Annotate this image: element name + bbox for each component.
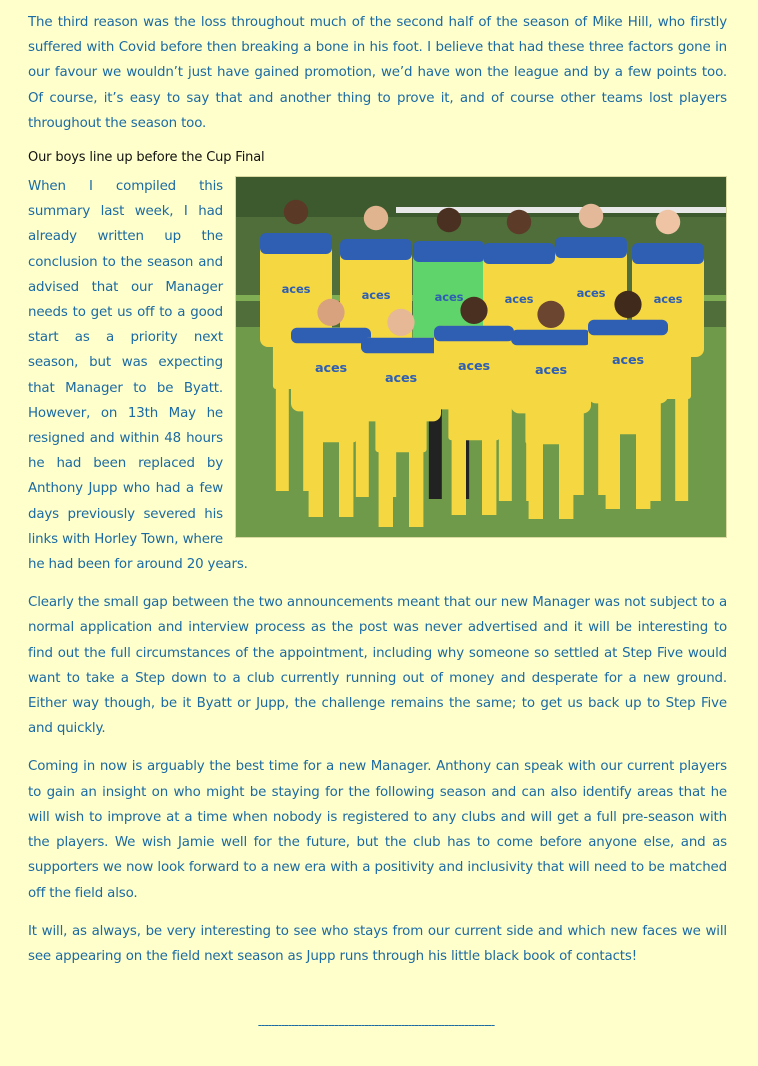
back-row-player-head — [284, 200, 308, 224]
front-row-player-head — [537, 301, 564, 328]
back-row-player-shirt-trim — [413, 241, 485, 262]
section-divider: ----------------------------------------------------------------------- — [257, 1018, 495, 1032]
photo-with-text — [28, 174, 727, 577]
front-row-player-shirt-trim — [511, 330, 591, 345]
front-row-player-leg — [309, 433, 323, 517]
front-row-player-leg — [339, 433, 353, 517]
article-paragraph: When I compiled this summary last week, I had already written up the conclusion to the season and advised that our Manager needs to get us off to a good start as a priority next season, but was expecting that Manager to be Byatt. However, on 13th May he resigned and within 48 hours he had been replaced by Anthony Jupp who had a few days previously severed his links with Horley Town, where he had been for around 20 years. — [28, 179, 248, 573]
back-row-player-sponsor: aces — [653, 292, 683, 307]
back-row-player-leg — [675, 387, 688, 501]
back-row-player-head — [579, 204, 603, 228]
front-row-player-leg — [379, 443, 393, 527]
front-row-player-shirt-trim — [361, 338, 441, 353]
back-row-player-sponsor: aces — [434, 290, 464, 305]
front-row-player-leg — [559, 435, 573, 519]
back-row-player-head — [437, 208, 461, 232]
front-row-player-shirt-trim — [434, 326, 514, 341]
front-row-player-sponsor: aces — [458, 358, 490, 374]
back-row-player-sponsor: aces — [576, 286, 606, 301]
front-row-player-leg — [482, 431, 496, 515]
article — [28, 0, 727, 969]
front-row-player-head — [317, 299, 344, 326]
front-row-player-head — [614, 291, 641, 318]
back-row-player-leg — [276, 377, 289, 491]
front-row-player-sponsor: aces — [612, 352, 644, 368]
front-row-player-shirt-trim — [588, 320, 668, 335]
front-row-player-sponsor: aces — [535, 362, 567, 378]
front-row-player-leg — [636, 425, 650, 509]
back-row-player-shirt-trim — [483, 243, 555, 264]
back-row-player-shirt-trim — [260, 233, 332, 254]
front-row-player-leg — [452, 431, 466, 515]
front-row-player-sponsor: aces — [315, 360, 347, 376]
back-row-player-shirt-trim — [632, 243, 704, 264]
front-row-player-leg — [529, 435, 543, 519]
back-row-player-shirt-trim — [340, 239, 412, 260]
front-row-player-leg — [409, 443, 423, 527]
back-row-player-head — [507, 210, 531, 234]
team-photo-image — [236, 177, 727, 538]
front-row-player-leg — [606, 425, 620, 509]
article-paragraph: It will, as always, be very interesting to see who stays from our current side and which new faces we will see appearing on the field next season as Jupp runs through his little black book of contacts! — [28, 923, 727, 964]
article-paragraph: Clearly the small gap between the two announcements meant that our new Manager was not subject to a normal application and interview process as the post was never advertised and it will be interesting to find out the full circumstances of the appointment, including why someone so settled at Step Five would want to take a Step down to a club currently running out of money and desperate for a new ground. Either way though, be it Byatt or Jupp, the challenge remains the same; to get us back up to Step Five and quickly. — [28, 595, 727, 737]
photo-caption: Our boys line up before the Cup Final — [28, 150, 265, 166]
article-paragraph: Coming in now is arguably the best time for a new Manager. Anthony can speak with our current players to gain an insight on who might be staying for the following season and can also identify areas that he will wish to improve at a time when nobody is registered to any clubs and will get a full pre-season with the players. We wish Jamie well for the future, but the club has to come before anyone else, and as supporters we now look forward to a new era with a positivity and inclusivity that will need to be matched off the field also. — [28, 759, 727, 901]
team-photo — [235, 176, 727, 538]
front-row-player-shirt-trim — [291, 328, 371, 343]
back-row-player-head — [656, 210, 680, 234]
back-row-player-sponsor: aces — [504, 292, 534, 307]
front-row-player-head — [460, 297, 487, 324]
article-paragraph: The third reason was the loss throughout much of the second half of the season of Mike Hill, who firstly suffered with Covid before then breaking a bone in his foot. I believe that had these three factors gone in our favour we wouldn’t just have gained promotion, we’d have won the league and by a few points too. Of course, it’s easy to say that and another thing to prove it, and of course other teams lost players throughout the season too. — [28, 15, 727, 131]
back-row-player-sponsor: aces — [281, 282, 311, 297]
back-row-player-sponsor: aces — [361, 288, 391, 303]
front-row-player-head — [387, 309, 414, 336]
back-row-player-shirt-trim — [555, 237, 627, 258]
back-row-player-head — [364, 206, 388, 230]
front-row-player-sponsor: aces — [385, 370, 417, 386]
